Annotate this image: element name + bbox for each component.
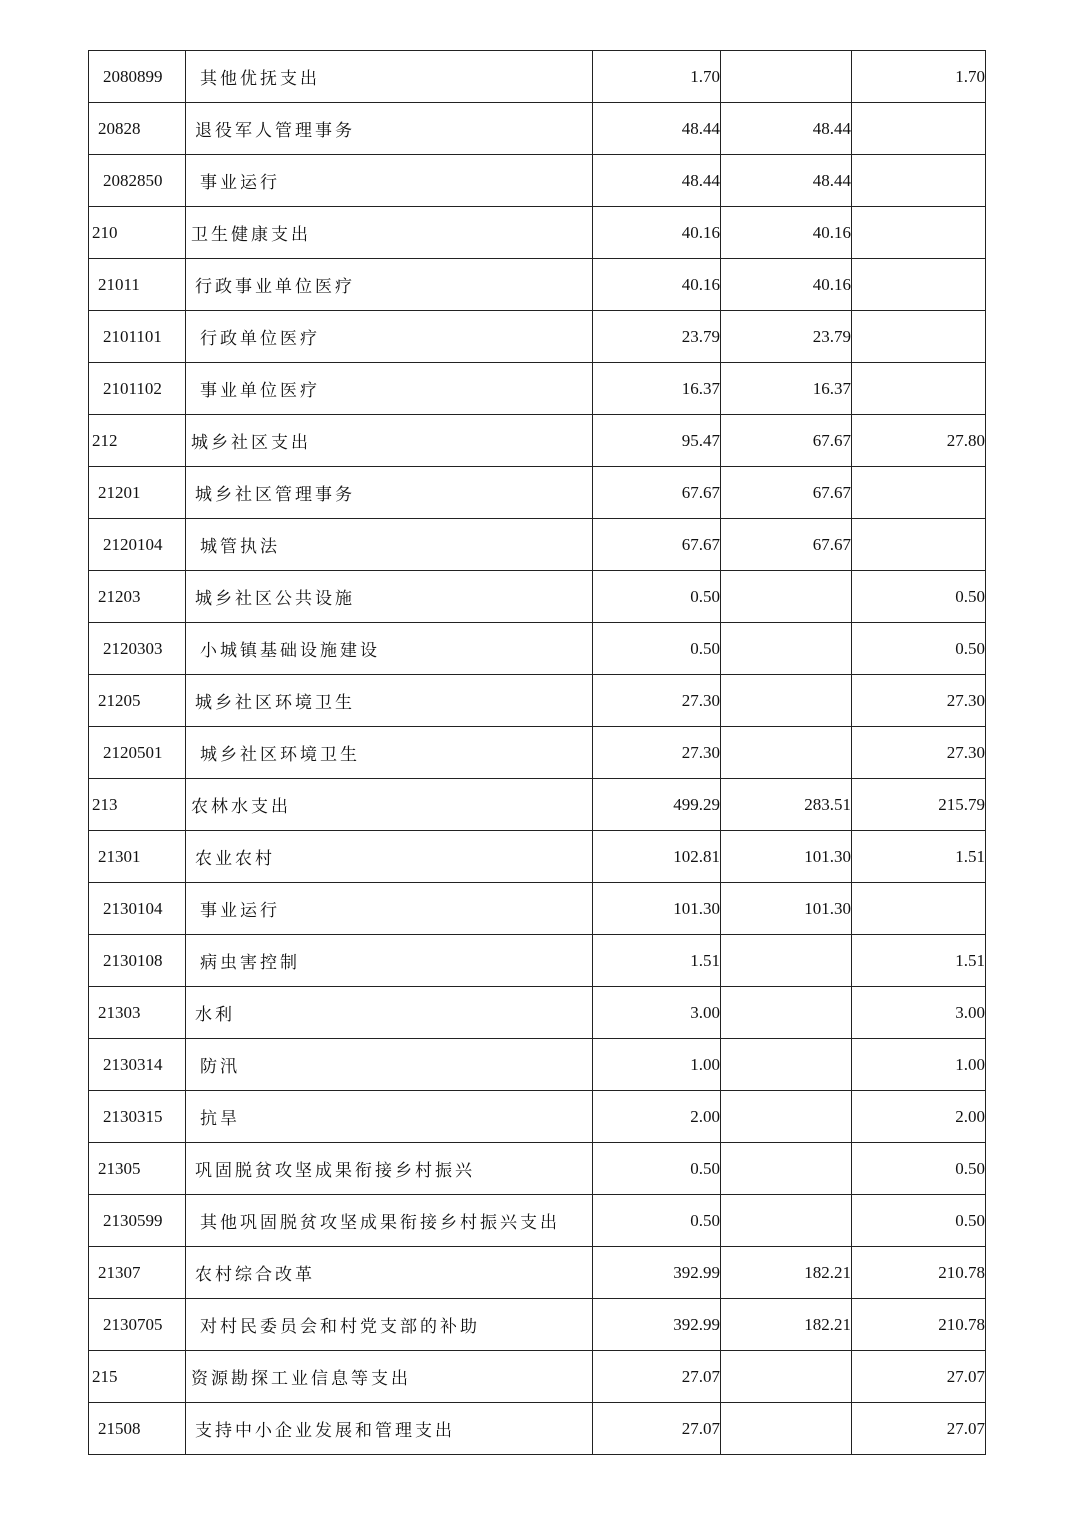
basic-expenditure-cell: 67.67: [721, 467, 852, 519]
table-row: [89, 883, 986, 935]
basic-expenditure-cell: 23.79: [721, 311, 852, 363]
subject-name-cell: 退役军人管理事务: [186, 103, 593, 155]
basic-expenditure-cell: 182.21: [721, 1247, 852, 1299]
table-row: [89, 779, 986, 831]
total-amount-cell: 27.30: [593, 675, 721, 727]
subject-name-cell: 病虫害控制: [186, 935, 593, 987]
table-row: [89, 207, 986, 259]
subject-code-cell: 2082850: [89, 155, 186, 207]
project-expenditure-cell: 0.50: [852, 1195, 986, 1247]
table-row: [89, 1403, 986, 1455]
total-amount-cell: 102.81: [593, 831, 721, 883]
basic-expenditure-cell: 67.67: [721, 415, 852, 467]
project-expenditure-cell: [852, 311, 986, 363]
subject-code-cell: 2130315: [89, 1091, 186, 1143]
total-amount-cell: 95.47: [593, 415, 721, 467]
subject-code-cell: 21201: [89, 467, 186, 519]
project-expenditure-cell: 1.51: [852, 935, 986, 987]
total-amount-cell: 27.30: [593, 727, 721, 779]
table-row: [89, 467, 986, 519]
basic-expenditure-cell: [721, 727, 852, 779]
subject-code-cell: 21203: [89, 571, 186, 623]
table-row: [89, 1143, 986, 1195]
subject-code-cell: 21011: [89, 259, 186, 311]
table-row: [89, 987, 986, 1039]
expenditure-table: [88, 50, 986, 1455]
basic-expenditure-cell: [721, 1039, 852, 1091]
subject-name-cell: 抗旱: [186, 1091, 593, 1143]
subject-code-cell: 20828: [89, 103, 186, 155]
basic-expenditure-cell: 182.21: [721, 1299, 852, 1351]
basic-expenditure-cell: 101.30: [721, 831, 852, 883]
project-expenditure-cell: 27.30: [852, 727, 986, 779]
basic-expenditure-cell: [721, 623, 852, 675]
project-expenditure-cell: 210.78: [852, 1299, 986, 1351]
table-row: [89, 51, 986, 103]
project-expenditure-cell: 210.78: [852, 1247, 986, 1299]
subject-code-cell: 21508: [89, 1403, 186, 1455]
total-amount-cell: 67.67: [593, 467, 721, 519]
table-row: [89, 363, 986, 415]
table-row: [89, 831, 986, 883]
project-expenditure-cell: 27.80: [852, 415, 986, 467]
table-row: [89, 571, 986, 623]
table-row: [89, 623, 986, 675]
total-amount-cell: 67.67: [593, 519, 721, 571]
total-amount-cell: 499.29: [593, 779, 721, 831]
project-expenditure-cell: [852, 259, 986, 311]
table-row: [89, 1247, 986, 1299]
subject-code-cell: 2101102: [89, 363, 186, 415]
subject-code-cell: 2130705: [89, 1299, 186, 1351]
subject-name-cell: 事业运行: [186, 155, 593, 207]
subject-name-cell: 城乡社区管理事务: [186, 467, 593, 519]
subject-name-cell: 事业单位医疗: [186, 363, 593, 415]
table-row: [89, 311, 986, 363]
subject-code-cell: 2101101: [89, 311, 186, 363]
basic-expenditure-cell: 48.44: [721, 103, 852, 155]
table-row: [89, 415, 986, 467]
total-amount-cell: 40.16: [593, 259, 721, 311]
basic-expenditure-cell: [721, 571, 852, 623]
subject-code-cell: 21205: [89, 675, 186, 727]
subject-name-cell: 农村综合改革: [186, 1247, 593, 1299]
subject-code-cell: 2130599: [89, 1195, 186, 1247]
basic-expenditure-cell: [721, 987, 852, 1039]
subject-name-cell: 农林水支出: [186, 779, 593, 831]
subject-name-cell: 农业农村: [186, 831, 593, 883]
total-amount-cell: 101.30: [593, 883, 721, 935]
basic-expenditure-cell: 16.37: [721, 363, 852, 415]
project-expenditure-cell: [852, 155, 986, 207]
subject-name-cell: 资源勘探工业信息等支出: [186, 1351, 593, 1403]
total-amount-cell: 0.50: [593, 571, 721, 623]
total-amount-cell: 40.16: [593, 207, 721, 259]
project-expenditure-cell: 3.00: [852, 987, 986, 1039]
subject-name-cell: 城管执法: [186, 519, 593, 571]
subject-code-cell: 2130108: [89, 935, 186, 987]
subject-code-cell: 21303: [89, 987, 186, 1039]
project-expenditure-cell: [852, 883, 986, 935]
total-amount-cell: 48.44: [593, 103, 721, 155]
basic-expenditure-cell: 40.16: [721, 259, 852, 311]
project-expenditure-cell: [852, 519, 986, 571]
subject-name-cell: 城乡社区环境卫生: [186, 727, 593, 779]
subject-name-cell: 城乡社区公共设施: [186, 571, 593, 623]
basic-expenditure-cell: 48.44: [721, 155, 852, 207]
total-amount-cell: 27.07: [593, 1351, 721, 1403]
subject-name-cell: 城乡社区支出: [186, 415, 593, 467]
subject-name-cell: 对村民委员会和村党支部的补助: [186, 1299, 593, 1351]
subject-name-cell: 行政事业单位医疗: [186, 259, 593, 311]
subject-name-cell: 行政单位医疗: [186, 311, 593, 363]
project-expenditure-cell: 27.30: [852, 675, 986, 727]
subject-code-cell: 2130104: [89, 883, 186, 935]
basic-expenditure-cell: [721, 51, 852, 103]
total-amount-cell: 3.00: [593, 987, 721, 1039]
project-expenditure-cell: 1.00: [852, 1039, 986, 1091]
basic-expenditure-cell: 40.16: [721, 207, 852, 259]
table-row: [89, 155, 986, 207]
project-expenditure-cell: [852, 363, 986, 415]
table-row: [89, 1195, 986, 1247]
table-row: [89, 935, 986, 987]
basic-expenditure-cell: 67.67: [721, 519, 852, 571]
basic-expenditure-cell: [721, 1143, 852, 1195]
subject-name-cell: 事业运行: [186, 883, 593, 935]
total-amount-cell: 0.50: [593, 1195, 721, 1247]
total-amount-cell: 23.79: [593, 311, 721, 363]
subject-name-cell: 其他巩固脱贫攻坚成果衔接乡村振兴支出: [186, 1195, 593, 1247]
subject-code-cell: 2120501: [89, 727, 186, 779]
subject-name-cell: 水利: [186, 987, 593, 1039]
total-amount-cell: 392.99: [593, 1247, 721, 1299]
project-expenditure-cell: 27.07: [852, 1351, 986, 1403]
subject-name-cell: 卫生健康支出: [186, 207, 593, 259]
project-expenditure-cell: 2.00: [852, 1091, 986, 1143]
project-expenditure-cell: [852, 207, 986, 259]
total-amount-cell: 0.50: [593, 1143, 721, 1195]
table-row: [89, 259, 986, 311]
subject-code-cell: 2120104: [89, 519, 186, 571]
project-expenditure-cell: [852, 103, 986, 155]
project-expenditure-cell: 0.50: [852, 623, 986, 675]
project-expenditure-cell: 0.50: [852, 1143, 986, 1195]
table-body: [89, 51, 986, 1455]
subject-name-cell: 巩固脱贫攻坚成果衔接乡村振兴: [186, 1143, 593, 1195]
project-expenditure-cell: 1.70: [852, 51, 986, 103]
total-amount-cell: 2.00: [593, 1091, 721, 1143]
project-expenditure-cell: [852, 467, 986, 519]
table-row: [89, 1091, 986, 1143]
subject-code-cell: 210: [89, 207, 186, 259]
basic-expenditure-cell: [721, 935, 852, 987]
total-amount-cell: 1.51: [593, 935, 721, 987]
total-amount-cell: 0.50: [593, 623, 721, 675]
subject-code-cell: 2130314: [89, 1039, 186, 1091]
subject-code-cell: 213: [89, 779, 186, 831]
table-row: [89, 727, 986, 779]
subject-code-cell: 21307: [89, 1247, 186, 1299]
total-amount-cell: 1.70: [593, 51, 721, 103]
table-row: [89, 1351, 986, 1403]
table-row: [89, 1299, 986, 1351]
subject-name-cell: 支持中小企业发展和管理支出: [186, 1403, 593, 1455]
subject-code-cell: 21305: [89, 1143, 186, 1195]
subject-code-cell: 212: [89, 415, 186, 467]
table-row: [89, 519, 986, 571]
subject-name-cell: 小城镇基础设施建设: [186, 623, 593, 675]
project-expenditure-cell: 0.50: [852, 571, 986, 623]
basic-expenditure-cell: [721, 1091, 852, 1143]
table-row: [89, 675, 986, 727]
subject-code-cell: 2080899: [89, 51, 186, 103]
project-expenditure-cell: 215.79: [852, 779, 986, 831]
subject-code-cell: 21301: [89, 831, 186, 883]
subject-code-cell: 2120303: [89, 623, 186, 675]
basic-expenditure-cell: [721, 675, 852, 727]
subject-name-cell: 城乡社区环境卫生: [186, 675, 593, 727]
project-expenditure-cell: 27.07: [852, 1403, 986, 1455]
basic-expenditure-cell: [721, 1403, 852, 1455]
basic-expenditure-cell: 283.51: [721, 779, 852, 831]
total-amount-cell: 392.99: [593, 1299, 721, 1351]
subject-name-cell: 防汛: [186, 1039, 593, 1091]
basic-expenditure-cell: 101.30: [721, 883, 852, 935]
subject-code-cell: 215: [89, 1351, 186, 1403]
table-row: [89, 1039, 986, 1091]
basic-expenditure-cell: [721, 1195, 852, 1247]
project-expenditure-cell: 1.51: [852, 831, 986, 883]
total-amount-cell: 48.44: [593, 155, 721, 207]
total-amount-cell: 16.37: [593, 363, 721, 415]
subject-name-cell: 其他优抚支出: [186, 51, 593, 103]
table-row: [89, 103, 986, 155]
total-amount-cell: 1.00: [593, 1039, 721, 1091]
basic-expenditure-cell: [721, 1351, 852, 1403]
total-amount-cell: 27.07: [593, 1403, 721, 1455]
